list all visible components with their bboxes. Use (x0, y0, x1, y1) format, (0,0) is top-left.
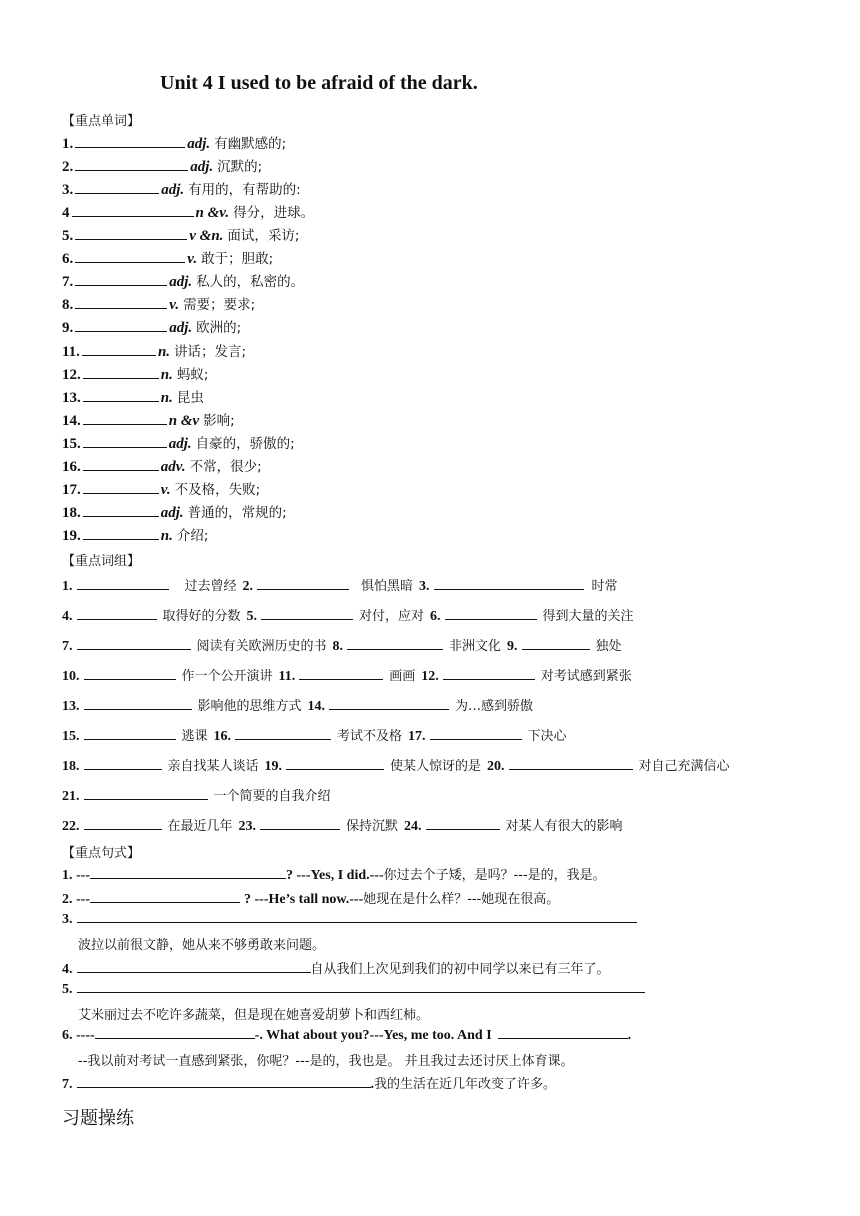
phrase-number: 8. (332, 639, 344, 654)
sentence-number: 7. (62, 1077, 73, 1092)
sentence-5-chinese: 艾米丽过去不吃许多蔬菜，但是现在她喜爱胡萝卜和西红柿。 (78, 1008, 430, 1023)
sentence-3-chinese: 波拉以前很文静，她从来不够勇敢来问题。 (78, 938, 326, 953)
phrase-number: 13. (62, 699, 80, 714)
phrase-number: 14. (307, 699, 326, 714)
answer-blank[interactable] (84, 708, 192, 710)
vocab-meaning: 影响; (203, 413, 235, 429)
sentence-english: ? ---Yes, I did.--- (286, 868, 384, 883)
part-of-speech: adj. (190, 159, 214, 175)
vocab-number: 19. (62, 528, 81, 544)
phrase-meaning: 亲自找某人谈话 (167, 759, 259, 774)
page-title: Unit 4 I used to be afraid of the dark. (160, 72, 478, 94)
vocab-number: 7. (62, 274, 74, 290)
vocab-meaning: 得分，进球。 (233, 205, 315, 221)
vocab-number: 8. (62, 297, 74, 313)
sentence-number: 1. --- (62, 868, 90, 883)
vocab-number: 17. (62, 482, 81, 498)
vocab-item (62, 178, 301, 199)
vocab-item (62, 524, 208, 545)
vocab-meaning: 不常，很少; (189, 459, 262, 475)
sentence-number: 5. (62, 982, 73, 997)
answer-blank[interactable] (257, 588, 349, 590)
phrase-meaning: 取得好的分数 (162, 609, 241, 624)
sentence-3 (62, 911, 637, 928)
vocab-number: 11. (62, 344, 80, 360)
answer-blank[interactable] (90, 877, 286, 879)
answer-blank[interactable] (235, 738, 331, 740)
vocab-meaning: 介绍; (176, 528, 209, 544)
phrase-number: 10. (62, 669, 80, 684)
answer-blank[interactable] (75, 169, 188, 171)
phrase-meaning: 对考试感到紧张 (540, 669, 632, 684)
answer-blank[interactable] (75, 238, 187, 240)
phrase-row (62, 755, 730, 775)
vocab-number: 5. (62, 228, 74, 244)
phrase-row (62, 575, 618, 595)
phrase-meaning: 画画 (389, 669, 416, 684)
phrase-number: 17. (408, 729, 426, 744)
answer-blank[interactable] (83, 446, 167, 448)
vocab-meaning: 不及格，失败; (174, 482, 261, 498)
vocab-meaning: 昆虫 (176, 390, 204, 406)
phrase-number: 12. (421, 669, 439, 684)
vocab-number: 12. (62, 367, 81, 383)
part-of-speech: v. (187, 251, 198, 267)
part-of-speech: adj. (169, 274, 193, 290)
sentence-5 (62, 981, 645, 998)
sentence-chinese: 你过去个子矮，是吗？---是的，我是。 (383, 868, 606, 883)
phrase-meaning: 考试不及格 (337, 729, 403, 744)
sentence-6 (62, 1027, 631, 1044)
phrase-number: 5. (246, 609, 258, 624)
answer-blank[interactable] (445, 618, 537, 620)
part-of-speech: n. (160, 528, 173, 544)
vocab-number: 16. (62, 459, 81, 475)
phrase-meaning: 时常 (591, 579, 618, 594)
phrase-meaning: 对自己充满信心 (638, 759, 730, 774)
phrase-meaning: 非洲文化 (449, 639, 502, 654)
phrase-number: 18. (62, 759, 80, 774)
sentence-chinese: 她现在是什么样？---她现在很高。 (363, 892, 560, 907)
phrase-row (62, 605, 634, 625)
phrase-number: 2. (242, 579, 254, 594)
part-of-speech: n. (157, 344, 171, 360)
phrase-meaning: 影响他的思维方式 (197, 699, 302, 714)
answer-blank[interactable] (84, 798, 208, 800)
vocab-meaning: 有用的，有帮助的: (188, 182, 301, 198)
answer-blank[interactable] (299, 678, 383, 680)
vocab-item (62, 247, 273, 268)
answer-blank[interactable] (75, 146, 185, 148)
sentence-number: 6. ---- (62, 1028, 95, 1043)
phrase-meaning: 使某人惊讶的是 (390, 759, 482, 774)
answer-blank[interactable] (83, 538, 159, 540)
answer-blank[interactable] (83, 515, 159, 517)
answer-blank[interactable] (75, 261, 185, 263)
answer-blank[interactable] (83, 377, 159, 379)
vocab-number: 15. (62, 436, 81, 452)
vocab-item (62, 155, 262, 176)
phrase-meaning: 惧怕黑暗 (361, 579, 414, 594)
vocab-meaning: 面试，采访; (227, 228, 300, 244)
vocab-number: 3. (62, 182, 74, 198)
vocab-number: 9. (62, 320, 74, 336)
answer-blank[interactable] (498, 1037, 628, 1039)
vocab-number: 13. (62, 390, 81, 406)
answer-blank[interactable] (77, 588, 169, 590)
answer-blank[interactable] (77, 618, 157, 620)
vocab-item (62, 409, 235, 430)
answer-blank[interactable] (84, 738, 176, 740)
vocab-item (62, 340, 246, 361)
phrase-meaning: 保持沉默 (346, 819, 399, 834)
answer-blank[interactable] (75, 307, 167, 309)
phrase-meaning: 下决心 (527, 729, 567, 744)
phrase-meaning: 一个简要的自我介绍 (213, 789, 331, 804)
part-of-speech: n &v. (195, 205, 230, 221)
phrase-meaning: 阅读有关欧洲历史的书 (196, 639, 327, 654)
vocab-meaning: 普通的，常规的; (187, 505, 287, 521)
phrase-meaning: 独处 (595, 639, 622, 654)
vocab-meaning: 有幽默感的; (214, 136, 287, 152)
phrase-number: 20. (487, 759, 505, 774)
phrase-meaning: 得到大量的关注 (542, 609, 634, 624)
vocab-meaning: 欧洲的; (196, 320, 242, 336)
answer-blank[interactable] (329, 708, 449, 710)
answer-blank[interactable] (82, 354, 156, 356)
answer-blank[interactable] (84, 828, 162, 830)
vocab-item (62, 132, 286, 153)
phrase-number: 4. (62, 609, 73, 624)
vocab-meaning: 私人的，私密的。 (196, 274, 305, 290)
answer-blank[interactable] (83, 423, 167, 425)
phrase-number: 24. (404, 819, 422, 834)
phrase-number: 7. (62, 639, 73, 654)
part-of-speech: adj. (161, 182, 185, 198)
answer-blank[interactable] (75, 330, 167, 332)
sentence-1 (62, 864, 606, 884)
phrase-number: 16. (213, 729, 232, 744)
answer-blank[interactable] (84, 768, 162, 770)
answer-blank[interactable] (434, 588, 584, 590)
vocab-item (62, 316, 241, 337)
answer-blank[interactable] (77, 921, 637, 923)
sentence-chinese: 我的生活在近几年改变了许多。 (374, 1077, 557, 1092)
vocab-item (62, 270, 304, 291)
phrase-number: 21. (62, 789, 80, 804)
sentence-english: ? ---He’s tall now.--- (244, 892, 364, 907)
answer-blank[interactable] (95, 1037, 255, 1039)
part-of-speech: n. (160, 367, 173, 383)
answer-blank[interactable] (77, 1086, 371, 1088)
vocab-meaning: 讲话；发言; (174, 344, 247, 360)
sentence-4 (62, 958, 610, 978)
vocab-item (62, 386, 204, 407)
vocab-number: 1. (62, 136, 74, 152)
answer-blank[interactable] (286, 768, 384, 770)
phrase-row (62, 785, 331, 805)
sentence-number: 2. --- (62, 892, 90, 907)
phrase-number: 9. (507, 639, 518, 654)
phrase-number: 1. (62, 579, 73, 594)
sentence-english-end: . (627, 1028, 632, 1043)
answer-blank[interactable] (84, 678, 176, 680)
sentence-chinese: 自从我们上次见到我们的初中同学以来已有三年了。 (310, 962, 610, 977)
answer-blank[interactable] (261, 618, 353, 620)
part-of-speech: n. (160, 390, 173, 406)
phrase-meaning: 作一个公开演讲 (181, 669, 273, 684)
phrase-meaning: 逃课 (181, 729, 208, 744)
section-heading-sentences: 【重点句式】 (62, 846, 141, 861)
phrase-meaning: 对某人有很大的影响 (505, 819, 623, 834)
vocab-number: 2. (62, 159, 74, 175)
answer-blank[interactable] (83, 469, 159, 471)
vocab-number: 4 (62, 205, 70, 221)
vocab-item (62, 224, 299, 245)
phrase-number: 6. (430, 609, 441, 624)
answer-blank[interactable] (75, 284, 167, 286)
vocab-number: 18. (62, 505, 81, 521)
vocab-item (62, 363, 208, 384)
answer-blank[interactable] (347, 648, 443, 650)
sentence-7 (62, 1073, 556, 1093)
vocab-number: 6. (62, 251, 74, 267)
sentence-english: -. What about you?---Yes, me too. And I (254, 1028, 492, 1043)
vocab-item (62, 501, 287, 522)
vocab-item (62, 455, 262, 476)
part-of-speech: adj. (187, 136, 211, 152)
vocab-item (62, 478, 260, 499)
exercise-heading: 习题操练 (62, 1108, 134, 1129)
phrase-row (62, 725, 567, 745)
phrase-number: 23. (238, 819, 257, 834)
vocab-meaning: 需要；要求; (183, 297, 256, 313)
answer-blank[interactable] (522, 648, 590, 650)
phrase-number: 19. (264, 759, 283, 774)
phrase-number: 3. (419, 579, 430, 594)
part-of-speech: adj. (168, 436, 192, 452)
phrase-meaning: 对付，应对 (359, 609, 425, 624)
answer-blank[interactable] (77, 971, 311, 973)
vocab-meaning: 敢于；胆敢; (201, 251, 274, 267)
part-of-speech: v. (160, 482, 171, 498)
phrase-row (62, 815, 623, 835)
phrase-meaning: 过去曾经 (184, 579, 237, 594)
phrase-meaning: 为…感到骄傲 (455, 699, 534, 714)
part-of-speech: v &n. (189, 228, 224, 244)
vocab-meaning: 蚂蚁; (176, 367, 209, 383)
answer-blank[interactable] (426, 828, 500, 830)
phrase-row (62, 695, 533, 715)
answer-blank[interactable] (75, 192, 159, 194)
vocab-number: 14. (62, 413, 81, 429)
vocab-meaning: 沉默的; (217, 159, 263, 175)
answer-blank[interactable] (90, 901, 240, 903)
part-of-speech: n &v (168, 413, 200, 429)
section-heading-phrases: 【重点词组】 (62, 554, 141, 569)
answer-blank[interactable] (77, 648, 191, 650)
part-of-speech: adj. (169, 320, 193, 336)
answer-blank[interactable] (72, 215, 194, 217)
phrase-meaning: 在最近几年 (167, 819, 233, 834)
sentence-number: 3. (62, 912, 73, 927)
answer-blank[interactable] (430, 738, 522, 740)
sentence-2 (62, 888, 559, 908)
phrase-row (62, 635, 622, 655)
vocab-item (62, 432, 295, 453)
sentence-number: 4. (62, 962, 73, 977)
phrase-row (62, 665, 632, 685)
answer-blank[interactable] (260, 828, 340, 830)
vocab-meaning: 自豪的，骄傲的; (195, 436, 295, 452)
answer-blank[interactable] (443, 678, 535, 680)
part-of-speech: v. (169, 297, 180, 313)
phrase-number: 22. (62, 819, 80, 834)
part-of-speech: adj. (160, 505, 184, 521)
answer-blank[interactable] (77, 991, 645, 993)
vocab-item (62, 201, 314, 222)
phrase-number: 15. (62, 729, 80, 744)
phrase-number: 11. (278, 669, 296, 684)
vocab-item (62, 293, 255, 314)
sentence-6-chinese: --我以前对考试一直感到紧张，你呢？---是的，我也是。 并且我过去还讨厌上体育课。 (78, 1054, 574, 1069)
sentence-english: . (370, 1077, 374, 1092)
section-heading-words: 【重点单词】 (62, 114, 141, 129)
part-of-speech: adv. (160, 459, 186, 475)
answer-blank[interactable] (83, 492, 159, 494)
answer-blank[interactable] (83, 400, 159, 402)
answer-blank[interactable] (509, 768, 633, 770)
